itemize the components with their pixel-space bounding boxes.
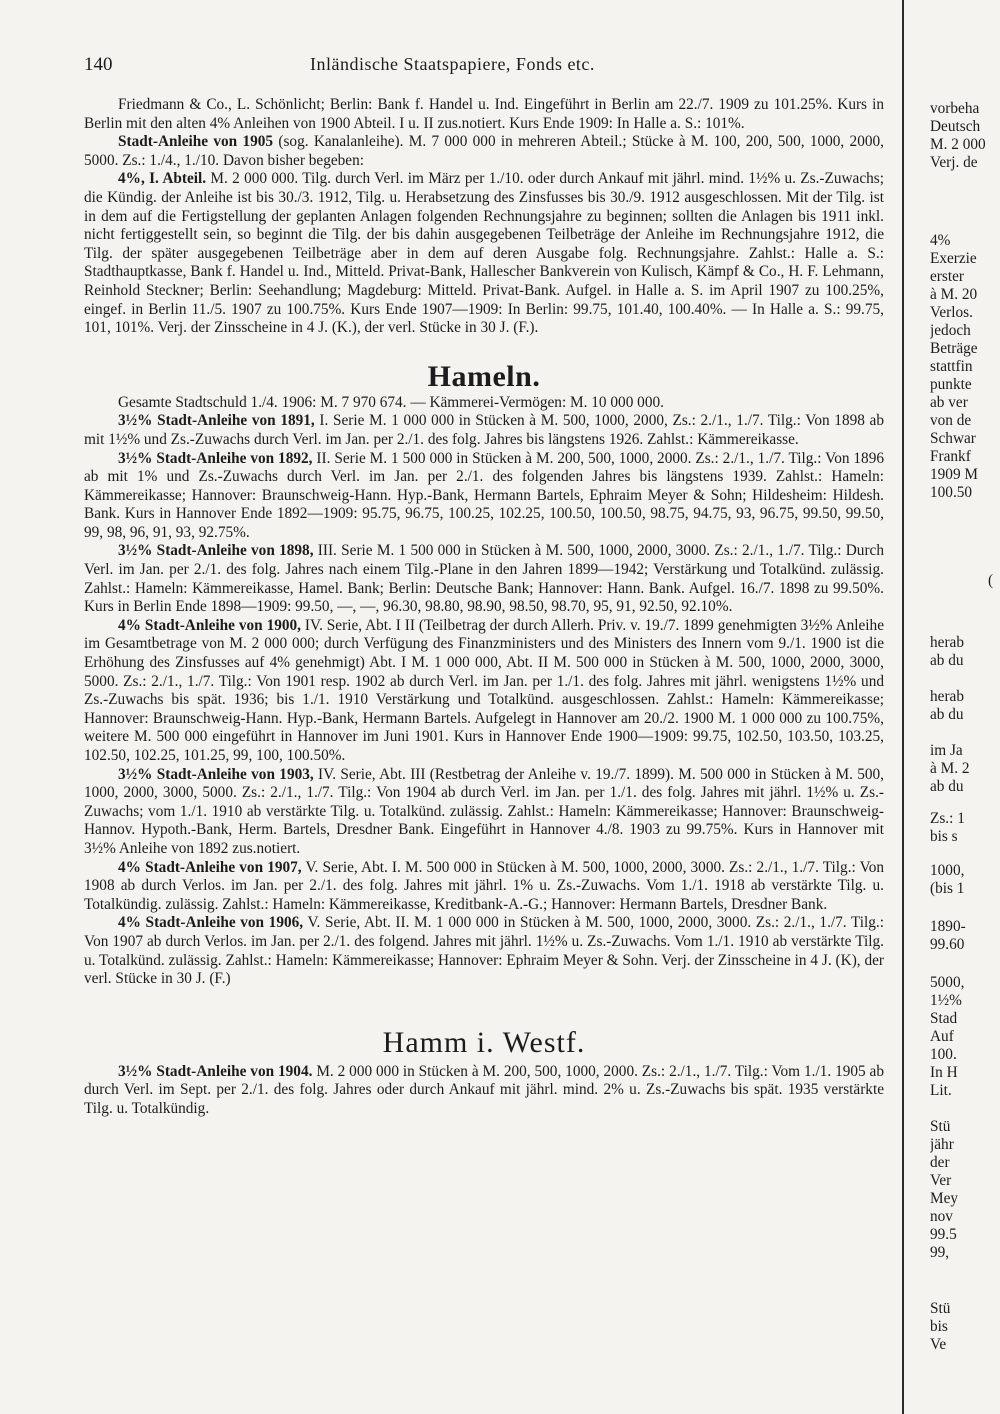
hameln-1892-entry — [84, 450, 884, 543]
hameln-1907-title: 4% Stadt-Anleihe von 1907, — [118, 858, 302, 876]
fragment-line: Stü — [930, 1118, 951, 1135]
fragment-line: im Ja — [930, 742, 963, 759]
fragment-line: à M. 20 — [930, 286, 978, 303]
hameln-1906-text: V. Serie, Abt. II. M. 1 000 000 in Stücken à M. 500, 1000, 2000, 3000. Zs.: 2./1., 1./7. Tilg.: Von 1907 ab durch Verlos. im Jan. per 2./1. des folgend. Jahres mit jährl. 1½% u. Zs.-Zuwachs. Vom 1./1. 1910 ab verstärkte Tilg. u. Totalkünd. zulässig. Zahlst.: Hameln: Kämmereikasse; Hannover: Ephraim Meyer & Sohn. Verj. der Zinsscheine in 4 J. (K), der verl. Stücke in 30 J. (F.) — [84, 914, 884, 988]
fragment-line: In H — [930, 1064, 958, 1081]
hameln-1907-entry — [84, 859, 884, 915]
fragment-line: 1890- — [930, 918, 966, 935]
running-title: Inländische Staatspapiere, Fonds etc. — [310, 54, 595, 74]
hameln-1898-text: III. Serie M. 1 500 000 in Stücken à M. 500, 1000, 2000, 3000. Zs.: 2./1., 1./7. Tilg.: Durch Verl. im Jan. per 2./1. des folg. Jahres nach einem Tilg.-Plane in den Jahren 1899—1942; Verstärkung und Totalkünd. zulässig. Zahlst.: Hameln: Kämmereikasse, Hamel. Bank; Berlin: Deutsche Bank; Hannover: Hann. Bank. Aufgel. 16./7. 1898 zu 99.50%. Kurs in Berlin Ende 1898—1909: 99.50, —, —, 96.30, 98.80, 98.90, 98.50, 98.70, 95, 91, 92.50, 92.10%. — [84, 542, 884, 616]
hamm-1904-text: M. 2 000 000 in Stücken à M. 200, 500, 1000, 2000. Zs.: 2./1., 1./7. Tilg.: Vom 1./1. 1905 ab durch Verl. im Sept. per 2./1. des folg. Jahres oder durch Ankauf mit jährl. mind. 2% u. Zs.-Zuwachs bis spät. 1935 verstärkte Tilg. u. Totalkündig. — [84, 1062, 884, 1117]
hameln-1903-text: IV. Serie, Abt. III (Restbetrag der Anleihe v. 19./7. 1899). M. 500 000 in Stücken à M. 500, 1000, 2000, 3000, 5000. Zs.: 2./1., 1./7. Tilg.: Von 1904 ab durch Verl. im Jan. per 1./1. des folg. Jahres mit jährl. 1½% u. Zs.-Zuwachs; vom 1./1. 1910 ab verstärkte Tilg. u. Totalkünd. zulässig. Zahlst.: Hameln: Kämmereikasse; Hannover: Braunschweig-Hannov. Hypoth.-Bank, Herm. Bartels, Dresdner Bank. Eingeführt in Hannover 4./8. 1903 zu 99.75%. Kurs in Hannover mit 3½% Anleihe von 1892 zus.notiert. — [84, 765, 884, 857]
fragment-line: Stü — [930, 1300, 951, 1317]
fragment-line: Ve — [930, 1336, 947, 1353]
fragment-line: der — [930, 1154, 950, 1171]
halle-1905-entry — [84, 133, 884, 170]
fragment-line: Lit. — [930, 1082, 952, 1099]
fragment-line: nov — [930, 1208, 953, 1225]
hamm-1904-entry — [84, 1063, 884, 1119]
fragment-line: bis s — [930, 828, 958, 845]
fragment-line: jähr — [930, 1136, 954, 1153]
fragment-line: Verlos. — [930, 304, 973, 321]
fragment-line: Zs.: 1 — [930, 810, 965, 827]
page-number: 140 — [84, 54, 113, 75]
hameln-1906-entry — [84, 914, 884, 988]
fragment-line: 99.5 — [930, 1226, 957, 1243]
column-divider-rule — [902, 0, 904, 1414]
halle-1905-text: (sog. Kanalanleihe). M. 7 000 000 in mehreren Abteil.; Stücke à M. 100, 200, 500, 1000, 2000, 5000. Zs.: 1./4., 1./10. Davon bisher begeben: — [84, 133, 884, 169]
hameln-1891-entry — [84, 412, 884, 449]
halle-abteil-entry — [84, 170, 884, 337]
hameln-1907-text: V. Serie, Abt. I. M. 500 000 in Stücken à M. 500, 1000, 2000, 3000. Zs.: 2./1., 1./7. Tilg.: Von 1908 ab durch Verlos. im Jan. per 2./1. des folg. Jahres mit jährl. 1% u. Zs.-Zuwachs. Vom 1./1. 1918 ab verstärkte Tilg. u. Totalkündig. zulässig. Zahlst.: Hameln: Kämmereikasse, Kreditbank-A.-G.; Hannover: Hermann Bartels, Dresdner Bank. — [84, 858, 884, 913]
intro-text: Friedmann & Co., L. Schönlicht; Berlin: Bank f. Handel u. Ind. Eingeführt in Berlin am 22./7. 1909 zu 101.25%. Kurs in Berlin mit den alten 4% Anleihen von 1900 Abteil. I u. II zus.notiert. Kurs Ende 1909: In Halle a. S.: 101%. — [84, 96, 884, 132]
hameln-1900-title: 4% Stadt-Anleihe von 1900, — [118, 616, 301, 634]
hameln-1891-title: 3½% Stadt-Anleihe von 1891, — [118, 412, 315, 430]
hameln-1892-text: II. Serie M. 1 500 000 in Stücken à M. 200, 500, 1000, 2000. Zs.: 2./1., 1./7. Tilg.: Von 1896 ab mit 1% und Zs.-Zuwachs durch Verl. im Jan. per 2./1. des folgenden Jahres bis längstens 1939. Zahlst.: Hameln: Kämmereikasse; Hannover: Braunschweig-Hann. Hyp.-Bank, Hermann Bartels, Ephraim Meyer & Sohn; Hildesheim: Hildesh. Bank. Kurs in Hannover Ende 1892—1909: 95.75, 96.75, 100.25, 102.25, 100.50, 100.50, 98.75, 94.75, 93, 96.75, 99.50, 99.50, 99, 98, 96, 91, 93, 92.75%. — [84, 449, 884, 541]
fragment-line: herab — [930, 634, 964, 651]
fragment-line: Ver — [930, 1172, 952, 1189]
fragment-line: Frankf — [930, 448, 971, 465]
intro-paragraph — [84, 96, 884, 133]
fragment-line: punkte — [930, 376, 972, 393]
fragment-line: Auf — [930, 1028, 954, 1045]
fragment-line: 100.50 — [930, 484, 973, 501]
hamm-1904-title: 3½% Stadt-Anleihe von 1904. — [118, 1062, 313, 1080]
fragment-line: Beträge — [930, 340, 978, 357]
fragment-line: Exerzie — [930, 250, 977, 267]
hameln-1903-entry — [84, 766, 884, 859]
fragment-line: ab ver — [930, 394, 968, 411]
fragment-line: 5000, — [930, 974, 965, 991]
hameln-1903-title: 3½% Stadt-Anleihe von 1903, — [118, 765, 314, 783]
page-header — [84, 54, 924, 78]
fragment-line: 1½% — [930, 992, 962, 1009]
main-column — [84, 96, 884, 1119]
section-title-hamm: Hamm i. Westf. — [382, 1025, 586, 1059]
fragment-line: 1000, — [930, 862, 965, 879]
fragment-line: vorbeha — [930, 100, 980, 117]
fragment-line: 4% — [930, 232, 951, 249]
fragment-line: herab — [930, 688, 964, 705]
fragment-line: ( — [988, 572, 994, 589]
hameln-1906-title: 4% Stadt-Anleihe von 1906, — [118, 914, 304, 932]
fragment-line: Mey — [930, 1190, 959, 1207]
fragment-line: M. 2 000 — [930, 136, 986, 153]
fragment-line: Verj. de — [930, 154, 978, 171]
fragment-line: jedoch — [930, 322, 971, 339]
fragment-line: ab du — [930, 778, 964, 795]
fragment-line: stattfin — [930, 358, 973, 375]
fragment-line: (bis 1 — [930, 880, 965, 897]
hameln-1898-entry — [84, 542, 884, 616]
section-title-hameln: Hameln. — [427, 359, 541, 393]
hameln-1892-title: 3½% Stadt-Anleihe von 1892, — [118, 449, 313, 467]
hameln-1891-text: I. Serie M. 1 000 000 in Stücken à M. 500, 1000, 2000, Zs.: 2./1., 1./7. Tilg.: Von 1898 ab mit 1½% und Zs.-Zuwachs durch Verl. im Jan. per 2./1. des folg. Jahres bis längstens 1926. Zahlst.: Kämmereikasse. — [84, 412, 884, 448]
hameln-1900-text: IV. Serie, Abt. I II (Teilbetrag der durch Allerh. Priv. v. 19./7. 1899 genehmigten 3½% Anleihe im Gesamtbetrage von M. 2 000 000; durch Verfügung des Finanzministers und des Ministers des Innern vom 9./1. 1900 ist die Erhöhung des Zinsfusses auf 4% genehmigt) Abt. I M. 1 000 000, Abt. II M. 500 000 in Stücken à M. 500, 1000, 2000, 3000, 5000. Zs.: 2./1., 1./7. Tilg.: Von 1901 resp. 1902 ab durch Verl. im Jan. per 1./1. des folg. Jahres mit jährl. wenigstens 1½% und Zs.-Zuwachs bis spät. 1936; bis 1./1. 1910 Verstärkung und Totalkünd. ausgeschlossen. Zahlst.: Hameln: Kämmereikasse; Hannover: Braunschweig-Hann. Hyp.-Bank, Hermann Bartels. Aufgelegt in Hannover am 20./2. 1900 M. 1 000 000 zu 100.75%, weitere M. 500 000 eingeführt in Hannover im Juni 1901. Kurs in Hannover Ende 1900—1909: 99.75, 102.50, 103.50, 103.25, 102.50, 102.25, 101.25, 99, 100, 100.50%. — [84, 616, 884, 764]
adjacent-page-column — [930, 0, 1000, 1414]
fragment-line: Stad — [930, 1010, 958, 1027]
fragment-line: erster — [930, 268, 964, 285]
fragment-line: ab du — [930, 706, 964, 723]
fragment-line: ab du — [930, 652, 964, 669]
fragment-line: 99.60 — [930, 936, 965, 953]
fragment-line: 99, — [930, 1244, 950, 1261]
fragment-line: Deutsch — [930, 118, 981, 135]
fragment-line: Schwar — [930, 430, 976, 447]
fragment-line: 100. — [930, 1046, 957, 1063]
fragment-line: bis — [930, 1318, 948, 1335]
hameln-1898-title: 3½% Stadt-Anleihe von 1898, — [118, 542, 314, 560]
halle-abteil-title: 4%, I. Abteil. — [118, 170, 207, 188]
hameln-1900-entry — [84, 617, 884, 766]
fragment-line: 1909 M — [930, 466, 979, 483]
fragment-line: à M. 2 — [930, 760, 970, 777]
hameln-summary: Gesamte Stadtschuld 1./4. 1906: M. 7 970 674. — Kämmerei-Vermögen: M. 10 000 000. — [118, 393, 664, 411]
fragment-line: von de — [930, 412, 972, 429]
halle-abteil-text: M. 2 000 000. Tilg. durch Verl. im März per 1./10. oder durch Ankauf mit jährl. mind. 1½% u. Zs.-Zuwachs; die Kündig. der Anleihe ist bis 30./3. 1912, Tilg. u. Herabsetzung des Zinsfusses bis 30./9. 1912 ausgeschlossen. Mit der Tilg. ist in dem auf die Fertigstellung der geplanten Anlagen folgenden Rechnungsjahre zu beginnen; sollten die Anlagen bis 1911 inkl. nicht fertiggestellt sein, so beginnt die Tilg. der bis dahin ausgegebenen Teilbeträge der Anleihe im Rechnungsjahre 1912, die Tilg. der später ausgegebenen Teilbeträge aber in dem auf deren Ausgabe folg. Rechnungsjahre. Zahlst.: Halle a. S.: Stadthauptkasse, Bank f. Handel u. Ind., Mitteld. Privat-Bank, Hallescher Bankverein von Kulisch, Kämpf & Co., H. F. Lehmann, Reinhold Steckner; Berlin: Seehandlung; Magdeburg: Mitteld. Privat-Bank. Aufgel. in Halle a. S. im April 1907 zu 100.25%, eingef. in Berlin 11./5. 1907 zu 100.75%. Kurs Ende 1907—1909: In Berlin: 99.75, 101.40, 100.40%. — In Halle a. S.: 99.75, 101, 101%. Verj. der Zinsscheine in 4 J. (K.), der verl. Stücke in 30 J. (F.). — [84, 170, 884, 337]
halle-1905-title: Stadt-Anleihe von 1905 — [118, 133, 274, 151]
